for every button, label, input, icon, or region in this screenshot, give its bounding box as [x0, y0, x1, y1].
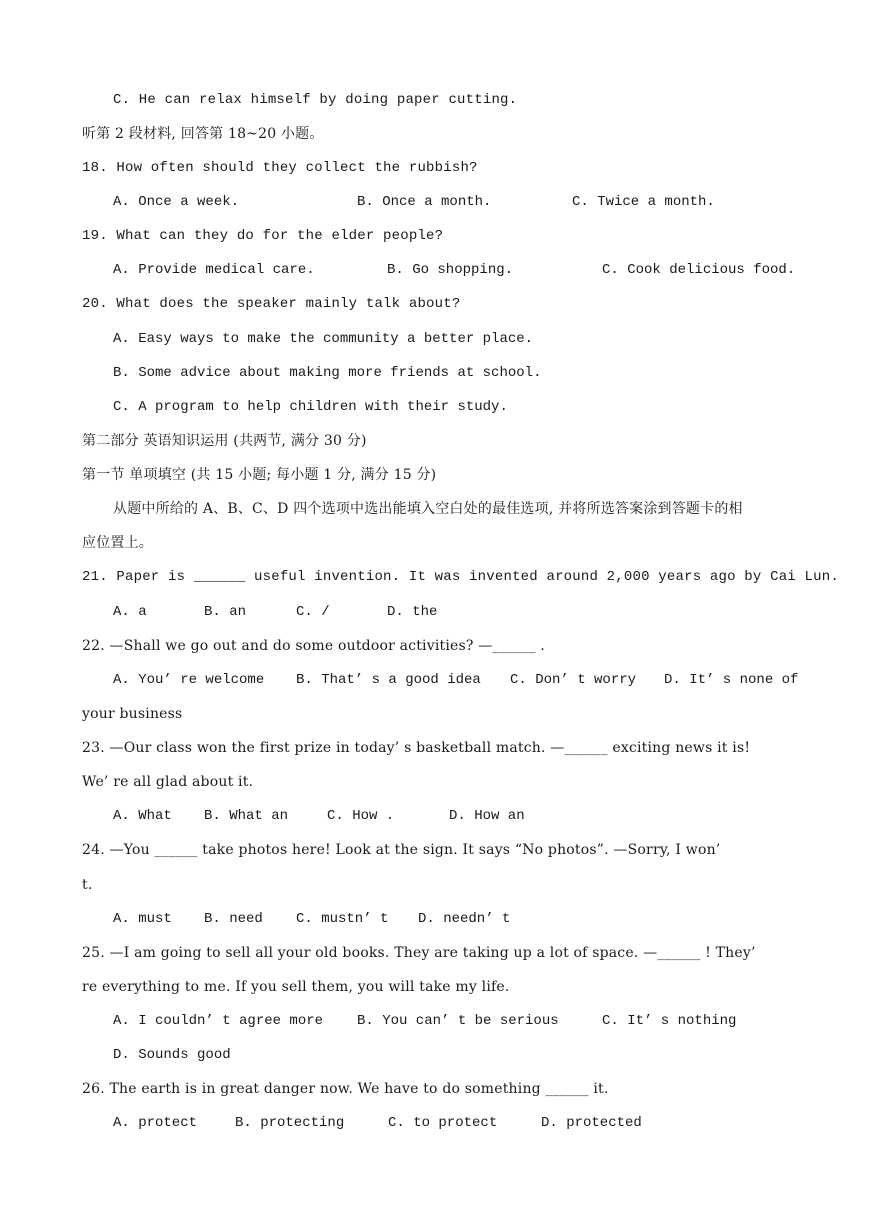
q17-option-c: C. He can relax himself by doing paper cutting.: [113, 92, 518, 108]
q22-option-c: C. Don’ t worry: [510, 672, 637, 688]
section-2-intro: 听第 2 段材料, 回答第 18~20 小题。: [82, 126, 324, 142]
q25-option-c: C. It’ s nothing: [602, 1013, 737, 1029]
q22-option-a: A. You’ re welcome: [113, 672, 265, 688]
q18-option-a: A. Once a week.: [113, 194, 240, 210]
q25-option-b: B. You can’ t be serious: [357, 1013, 559, 1029]
q22-option-d-continued: your business: [82, 706, 183, 722]
q25-option-a: A. I couldn’ t agree more: [113, 1013, 324, 1029]
question-24: 24. —You ______ take photos here! Look at the sign. It says “No photos”. —Sorry, I won’: [82, 842, 721, 858]
q24-option-b: B. need: [204, 911, 263, 927]
q22-option-b: B. That’ s a good idea: [296, 672, 481, 688]
instructions-line-2: 应位置上。: [82, 535, 153, 551]
q21-option-a: A. a: [113, 604, 147, 620]
q24-option-a: A. must: [113, 911, 172, 927]
q26-option-c: C. to protect: [388, 1115, 498, 1131]
question-21: 21. Paper is ______ useful invention. It was invented around 2,000 years ago by Cai Lun.: [82, 569, 839, 585]
question-24-continued: t.: [82, 877, 93, 893]
q18-option-b: B. Once a month.: [357, 194, 492, 210]
q18-option-c: C. Twice a month.: [572, 194, 715, 210]
q26-option-a: A. protect: [113, 1115, 198, 1131]
q23-option-a: A. What: [113, 808, 172, 824]
question-26: 26. The earth is in great danger now. We have to do something ______ it.: [82, 1081, 609, 1097]
q24-option-d: D. needn’ t: [418, 911, 511, 927]
q23-option-c: C. How .: [327, 808, 395, 824]
question-25: 25. —I am going to sell all your old books. They are taking up a lot of space. —______ ! They’: [82, 945, 756, 961]
q20-option-c: C. A program to help children with their study.: [113, 399, 508, 415]
q20-option-a: A. Easy ways to make the community a better place.: [113, 331, 534, 347]
question-20: 20. What does the speaker mainly talk about?: [82, 296, 461, 312]
q21-option-d: D. the: [387, 604, 438, 620]
q22-option-d: D. It’ s none of: [664, 672, 799, 688]
q19-option-c: C. Cook delicious food.: [602, 262, 796, 278]
q23-option-d: D. How an: [449, 808, 525, 824]
q19-option-b: B. Go shopping.: [387, 262, 514, 278]
question-19: 19. What can they do for the elder people?: [82, 228, 444, 244]
q20-option-b: B. Some advice about making more friends at school.: [113, 365, 542, 381]
section-1-heading: 第一节 单项填空 (共 15 小题; 每小题 1 分, 满分 15 分): [82, 467, 437, 483]
q23-option-b: B. What an: [204, 808, 289, 824]
q26-option-b: B. protecting: [235, 1115, 345, 1131]
q19-option-a: A. Provide medical care.: [113, 262, 315, 278]
q25-option-d: D. Sounds good: [113, 1047, 231, 1063]
q24-option-c: C. mustn’ t: [296, 911, 389, 927]
question-18: 18. How often should they collect the rubbish?: [82, 160, 478, 176]
question-22: 22. —Shall we go out and do some outdoor activities? —______ .: [82, 638, 545, 654]
question-23: 23. —Our class won the first prize in today’ s basketball match. —______ exciting news it is!: [82, 740, 751, 756]
q21-option-b: B. an: [204, 604, 247, 620]
question-25-continued: re everything to me. If you sell them, you will take my life.: [82, 979, 510, 995]
q26-option-d: D. protected: [541, 1115, 642, 1131]
part-2-heading: 第二部分 英语知识运用 (共两节, 满分 30 分): [82, 433, 367, 449]
instructions-line-1: 从题中所给的 A、B、C、D 四个选项中选出能填入空白处的最佳选项, 并将所选答案涂到答题卡的相: [113, 501, 743, 517]
question-23-continued: We’ re all glad about it.: [82, 774, 254, 790]
q21-option-c: C. /: [296, 604, 330, 620]
